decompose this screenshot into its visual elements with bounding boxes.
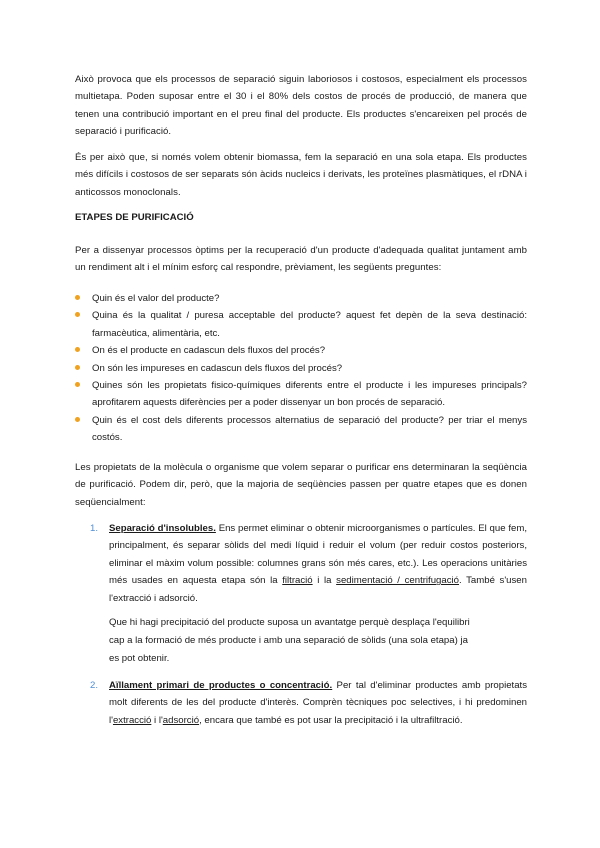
list-item: Quina és la qualitat / puresa acceptable del producte? aquest fet depèn de la seva destinació: farmacèutica, alimentària, etc. xyxy=(75,307,527,342)
link-sedimentacio: sedimentació / centrifugació xyxy=(336,575,459,587)
list-item: Quines són les propietats fisico-químiques diferents entre el producte i les impureses principals? aprofitarem aquests diferències per a poder dissenyar un bon procés de separació. xyxy=(75,377,527,412)
step-title: Aïllament primari de productes o concentració. xyxy=(109,680,333,691)
bullet-dot-icon xyxy=(75,365,80,370)
list-item: Quin és el valor del producte? xyxy=(75,290,527,307)
step-title: Separació d'insolubles. xyxy=(109,523,216,534)
link-filtracio: filtració xyxy=(282,575,313,587)
paragraph-separation-costs: Això provoca que els processos de separació siguin laboriosos i costosos, especialment els processos multietapa. Poden suposar entre el 30 i el 80% dels costos de procés de producció, de manera que tenen una contribució important en el preu final del producte. Els productes s'encareixen pel procés de separació i purificació. xyxy=(75,74,527,138)
list-item: On és el producte en cadascun dels fluxos del procés? xyxy=(75,342,527,359)
step-body: Aïllament primari de productes o concentració. Per tal d'eliminar productes amb propietats molt diferents de les del producte d'interès. Comprèn tècniques poc selectives, i hi predominen l'extracció i l'adsorció, encara que també es pot usar la precipitació i la ultrafiltració. xyxy=(109,680,527,726)
paragraph-biomass: És per això que, si només volem obtenir biomassa, fem la separació en una sola etapa. Els productes més difícils i costosos de ser separats són àcids nucleics i derivats, les proteïnes plasmàtiques, el rDNA i anticossos monoclonals. xyxy=(75,152,527,198)
list-item: Quin és el cost dels diferents processos alternatius de separació del producte? per triar el menys costós. xyxy=(75,412,527,447)
bullet-dot-icon xyxy=(75,295,80,300)
bullet-dot-icon xyxy=(75,347,80,352)
section-heading: ETAPES DE PURIFICACIÓ xyxy=(75,212,194,223)
link-adsorcio: adsorció xyxy=(162,714,200,726)
paragraph-questions-intro: Per a dissenyar processos òptims per la recuperació d'un producte d'adequada qualitat juntament amb un rendiment alt i el mínim esforç cal respondre, prèviament, les següents preguntes: xyxy=(75,245,527,274)
step-primary-isolation xyxy=(90,677,527,729)
step-number: 2. xyxy=(90,680,99,691)
step-body: Separació d'insolubles. Ens permet eliminar o obtenir microorganismes o partícules. El que fem, principalment, és separar sòlids del medi líquid i reduir el volum (per reduir costos posteriors, eliminar el màxim volum possible: columnes grans són més cares, etc.). Les operacions unitàries més usades en aquesta etapa són la filtració i la sedimentació / centrifugació. També s'usen l'extracció i adsorció. xyxy=(109,523,528,604)
step-insolubles xyxy=(90,520,527,607)
bullet-dot-icon xyxy=(75,312,80,317)
list-item: On són les impureses en cadascun dels fluxos del procés? xyxy=(75,360,527,377)
step-number: 1. xyxy=(90,523,99,534)
bullet-dot-icon xyxy=(75,382,80,387)
link-extraccio: extracció xyxy=(112,714,152,726)
bullet-dot-icon xyxy=(75,417,80,422)
questions-list xyxy=(75,290,527,447)
precipitation-note: Que hi hagi precipitació del producte suposa un avantatge perquè desplaça l'equilibri cap a la formació de més producte i amb una separació de sòlids (una sola etapa) ja es pot obtenir. xyxy=(109,617,470,664)
paragraph-sequence: Les propietats de la molècula o organisme que volem separar o purificar ens determinaran la seqüència de purificació. Podem dir, però, que la majoria de seqüències passen per quatre etapes que es donen seqüencialment: xyxy=(75,462,527,508)
